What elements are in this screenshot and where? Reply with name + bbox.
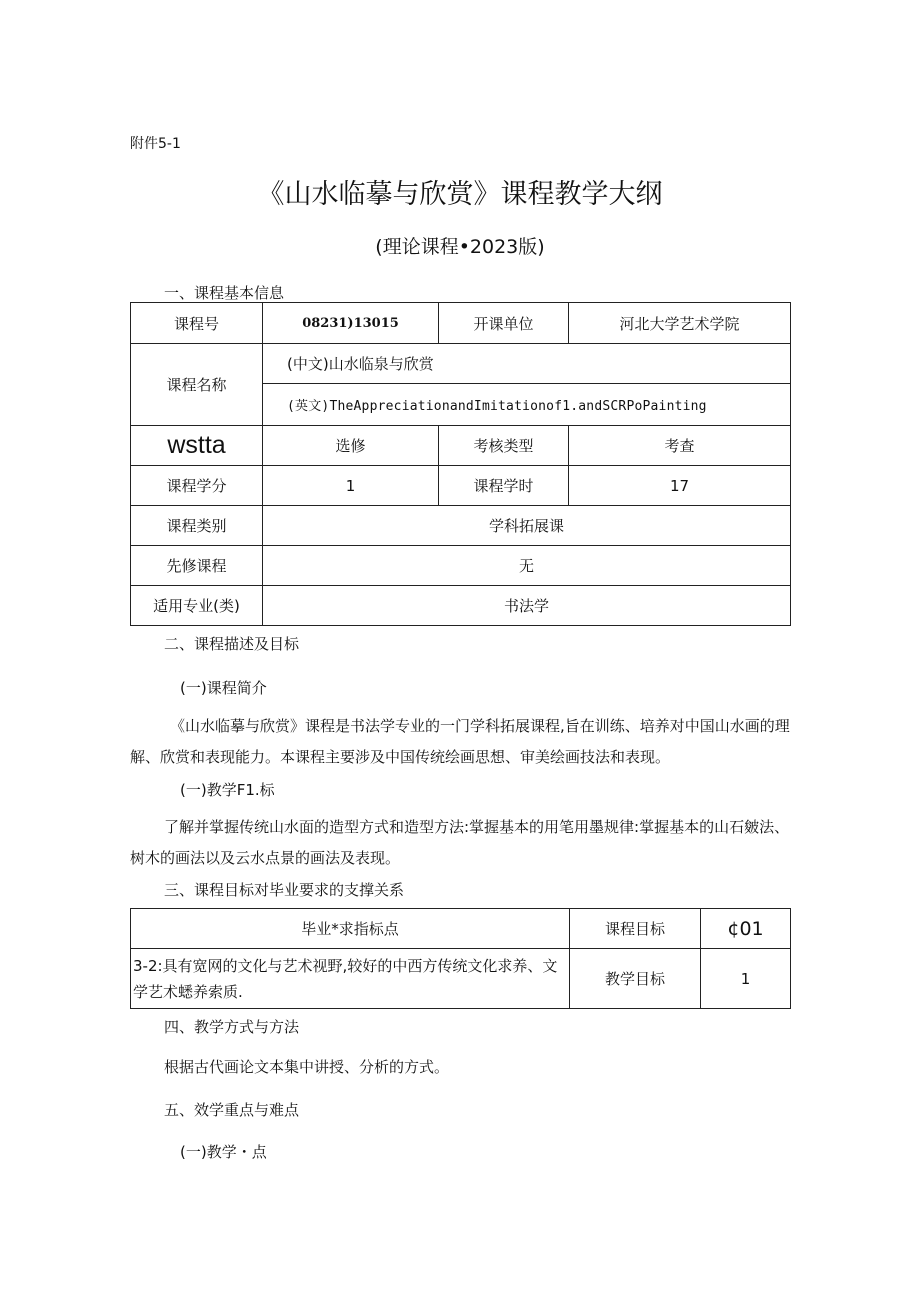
document-subtitle: (理论课程•2023版) [375,236,545,258]
teaching-goals-paragraph: 了解并掌握传统山水面的造型方式和造型方法:掌握基本的用笔用墨规律:掌握基本的山石皴法、树木的画法以及云水点景的画法及表现。 [130,818,790,867]
course-name-chinese: (中文)山水临泉与欣赏 [263,344,791,384]
course-goal-header: 课程目标 [570,909,701,949]
section-2-heading: 二、课程描述及目标 [164,635,300,653]
course-intro-paragraph: 《山水临摹与欣赏》课程是书法学专业的一门学科拓展课程,旨在训练、培养对中国山水画的理解、欣赏和表现能力。本课程主要涉及中国传统绘画思想、审美绘画技法和表现。 [130,717,790,766]
hours-label: 课程学时 [439,466,569,506]
applicable-major-label: 适用专业(类) [131,586,263,626]
document-title: 《山水临摹与欣赏》课程教学大纲 [257,179,663,210]
teaching-method-paragraph: 根据古代画论文本集中讲授、分析的方式。 [164,1058,450,1076]
goal-code-header: ¢01 [701,909,791,949]
section-4-heading: 四、教学方式与方法 [164,1018,300,1036]
section-1-heading: 一、课程基本信息 [164,284,285,302]
table-row [131,586,791,626]
graduation-requirement-header: 毕业*求指标点 [131,909,570,949]
key-points-heading: (一)教学・点 [180,1143,267,1161]
applicable-major-value: 书法学 [263,586,791,626]
course-category-label: 课程类别 [131,506,263,546]
goal-code-value: 1 [701,949,791,1009]
course-number-value: 08231)13015 [263,303,439,344]
course-name-english: (英文)TheAppreciationandImitationof1.andSCRPoPainting [263,384,791,426]
attachment-label: 附件5-1 [130,136,181,152]
section-5-heading: 五、效学重点与难点 [164,1101,300,1119]
credits-value: 1 [263,466,439,506]
course-intro-heading: (一)课程简介 [180,679,267,697]
table-row [131,426,791,466]
course-info-table [130,302,791,626]
table-row [131,344,791,384]
course-goal-value: 教学目标 [570,949,701,1009]
requirements-table [130,908,791,1009]
course-name-label: 课程名称 [131,344,263,426]
assessment-type-label: 考核类型 [439,426,569,466]
department-label: 开课单位 [439,303,569,344]
department-value: 河北大学艺术学院 [569,303,791,344]
prerequisite-label: 先修课程 [131,546,263,586]
table-row [131,949,791,1009]
course-number-label: 课程号 [131,303,263,344]
teaching-goals-heading: (一)教学F1.标 [180,781,275,799]
course-nature-value: 选修 [263,426,439,466]
table-row [131,506,791,546]
section-3-heading: 三、课程目标对毕业要求的支撑关系 [164,881,405,899]
course-nature-label: wstta [131,426,263,466]
table-row [131,303,791,344]
hours-value: 17 [569,466,791,506]
graduation-requirement-point: 3-2:具有宽网的文化与艺术视野,较好的中西方传统文化求养、文学艺术蟋养索质. [131,949,570,1009]
course-category-value: 学科拓展课 [263,506,791,546]
assessment-type-value: 考查 [569,426,791,466]
prerequisite-value: 无 [263,546,791,586]
table-row [131,466,791,506]
table-row [131,909,791,949]
table-row [131,546,791,586]
credits-label: 课程学分 [131,466,263,506]
